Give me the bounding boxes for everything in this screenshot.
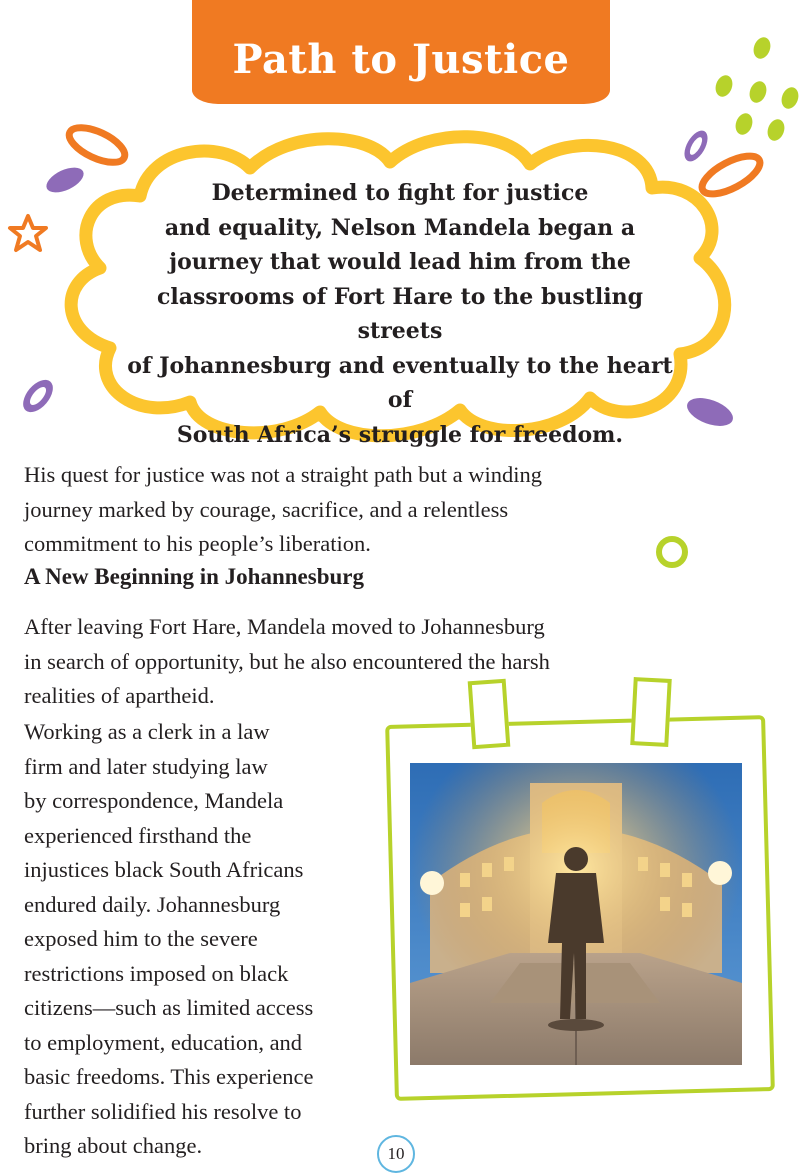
paragraph-line: citizens—such as limited access (24, 995, 314, 1020)
paragraph-line: Working as a clerk in a law (24, 719, 270, 744)
intro-line: Determined to fight for justice (211, 180, 589, 206)
page-number: 10 (377, 1135, 415, 1173)
intro-line: journey that would lead him from the (169, 249, 631, 275)
mandela-statue-photo (410, 763, 742, 1065)
paragraph-line: commitment to his people’s liberation. (24, 531, 371, 556)
intro-line: of Johannesburg and eventually to the heart of (127, 352, 673, 413)
intro-line: classrooms of Fort Hare to the bustling streets (157, 283, 643, 344)
paragraph-line: endured daily. Johannesburg (24, 891, 281, 917)
intro-callout-text (120, 176, 680, 452)
paragraph-line: injustices black South Africans (24, 857, 304, 882)
paragraph-line: restrictions imposed on black (24, 960, 289, 986)
paragraph-line: in search of opportunity, but he also encountered the harsh (24, 648, 550, 674)
paragraph-after-fort-hare (24, 610, 714, 714)
photo-clip-right (630, 677, 672, 747)
intro-line: South Africa’s struggle for freedom. (176, 421, 624, 448)
paragraph-line: firm and later studying law (24, 753, 268, 779)
paragraph-quest (24, 458, 724, 562)
paragraph-line: After leaving Fort Hare, Mandela moved to Johannesburg (24, 614, 545, 639)
intro-line: and equality, Nelson Mandela began a (164, 214, 636, 241)
paragraph-line: to employment, education, and (24, 1029, 303, 1055)
paragraph-line: by correspondence, Mandela (24, 788, 284, 813)
paragraph-line: basic freedoms. This experience (24, 1064, 314, 1089)
paragraph-line: bring about change. (24, 1133, 203, 1158)
section-heading: A New Beginning in Johannesburg (24, 564, 364, 589)
paragraph-working-clerk (24, 715, 394, 1164)
paragraph-line: realities of apartheid. (24, 683, 215, 708)
photo-clip-left (468, 679, 511, 749)
paragraph-line: journey marked by courage, sacrifice, and a relentless (24, 496, 509, 522)
page-title: Path to Justice (232, 36, 570, 83)
paragraph-line: further solidified his resolve to (24, 1098, 302, 1124)
paragraph-line: His quest for justice was not a straight path but a winding (24, 462, 543, 487)
paragraph-line: exposed him to the severe (24, 926, 258, 951)
title-banner (192, 0, 610, 104)
paragraph-line: experienced firsthand the (24, 822, 252, 848)
